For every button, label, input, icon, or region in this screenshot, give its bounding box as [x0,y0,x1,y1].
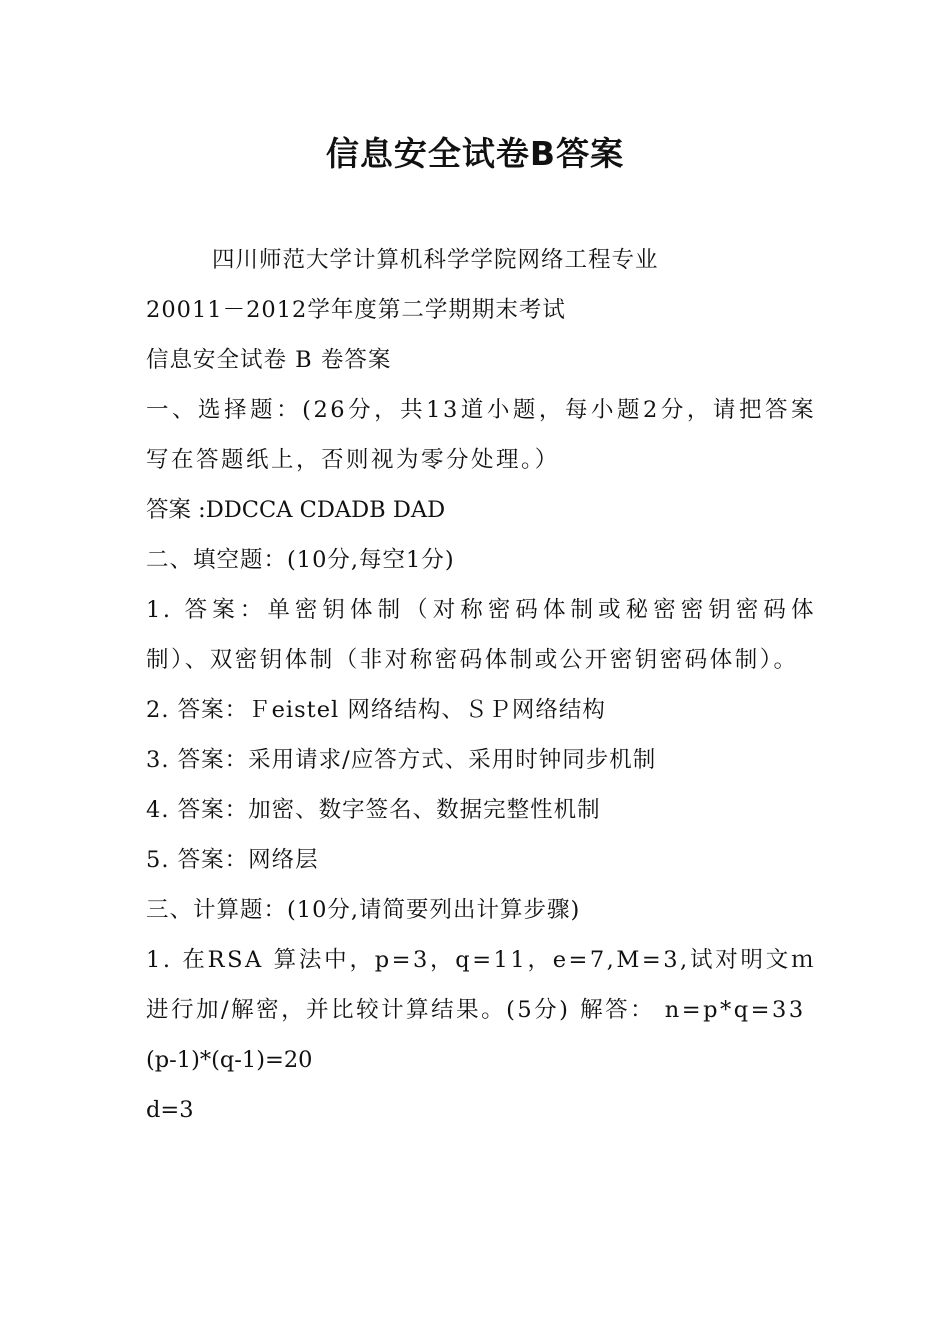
document-title: 信息安全试卷B答案 [325,134,625,173]
document-body [146,235,816,1135]
section-1-answer: 答案 :DDCCA CDADB DAD [146,497,446,523]
fill-answer-4: 4. 答案：加密、数字签名、数据完整性机制 [146,797,601,823]
calc-question-1: 1. 在RSA 算法中，p=3，q=11，e=7,M=3,试对明文ｍ 进行加/解密，并比较计算结果。(5分) 解答： n=p*q=33 [146,947,816,1023]
calc-step-phi: (p-1)*(q-1)=20 [146,1047,313,1073]
fill-answer-2: 2. 答案：Ｆeistel 网络结构、ＳＰ网络结构 [146,697,606,723]
paper-name-line: 信息安全试卷 B 卷答案 [146,347,392,373]
fill-answer-3: 3. 答案：采用请求/应答方式、采用时钟同步机制 [146,747,657,773]
section-1-heading: 一、选择题：(26分，共13道小题，每小题2分，请把答案写在答题纸上，否则视为零分处理。） [146,397,816,473]
calc-step-d: d=3 [146,1097,194,1123]
department-line: 四川师范大学计算机科学学院网络工程专业 [212,247,659,273]
exam-term-line: 20011－2012学年度第二学期期末考试 [146,297,566,323]
section-2-heading: 二、填空题：(10分,每空1分) [146,547,455,573]
fill-answer-5: 5. 答案：网络层 [146,847,319,873]
fill-answer-1: 1. 答案：单密钥体制（对称密码体制或秘密密钥密码体制）、双密钥体制（非对称密码体制或公开密钥密码体制）。 [146,597,816,673]
section-3-heading: 三、计算题：(10分,请简要列出计算步骤) [146,897,581,923]
